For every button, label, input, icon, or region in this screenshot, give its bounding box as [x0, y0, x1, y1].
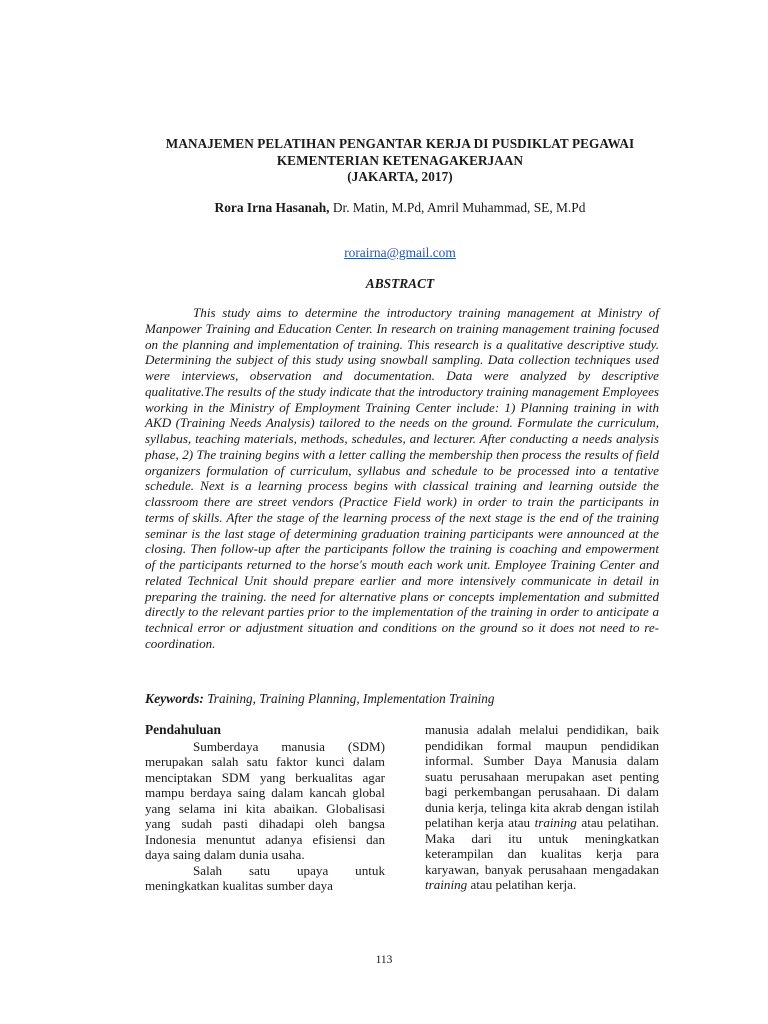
keywords [145, 691, 665, 707]
author-list [130, 200, 670, 216]
keywords-text: Training, Training Planning, Implementation Training [203, 691, 495, 706]
italic-term-training-1: training [534, 815, 577, 830]
italic-term-training-2: training [425, 877, 468, 892]
page-number: 113 [375, 954, 393, 966]
abstract-body: This study aims to determine the introductory training management at Ministry of Manpower Training and Education Center. In research on training management training focused on the planning and implementation of training. This research is a qualitative descriptive study. Determining the subject of this study using snowball sampling. Data collection techniques used were interviews, observation and documentation. Data were analyzed by descriptive qualitative.The results of the study indicate that the introductory training management Employees working in the Ministry of Employment Training Center include: 1) Planning training in with AKD (Training Needs Analysis) tailored to the needs on the ground. Formulate the curriculum, syllabus, teaching materials, methods, schedules, and lecturer. After conducting a needs analysis phase, 2) The training begins with a letter calling the membership then process the results of field organizers formulation of curriculum, syllabus and schedule to be processed into a tentative schedule. Next is a learning process begins with classical training and learning outside the classroom there are street vendors (Practice Field work) in order to train the participants in terms of skills. After the stage of the learning process of the next stage is the end of the training seminar is the last stage of determining graduation training participants were announced at the closing. Then follow-up after the participants follow the training is coaching and empowerment of the participants returned to the horse's mouth each work unit. Employee Training Center and related Technical Unit should prepare earlier and more intensively communicate in detail in preparing the training. the need for alternative plans or concepts implementation and submitted directly to the relevant parties prior to the implementation of the training in order to anticipate a technical error or adjustment situation and conditions on the ground so it does not need to re-coordination. [145, 305, 659, 651]
intro-text-segment-c: atau pelatihan kerja. [467, 877, 577, 892]
paper-title [130, 136, 670, 186]
co-authors: Dr. Matin, M.Pd, Amril Muhammad, SE, M.Pd [329, 200, 586, 215]
title-line-3: (JAKARTA, 2017) [347, 169, 453, 184]
section-heading: Pendahuluan [145, 722, 221, 737]
primary-author: Rora Irna Hasanah, [214, 200, 330, 215]
intro-text-segment-b: atau pelatihan. Maka dari itu untuk meningkatkan keterampilan dan kualitas kerja para karyawan, banyak perusahaan mengadakan [425, 815, 659, 877]
keywords-label: Keywords: [145, 691, 204, 706]
intro-text-segment-a: manusia adalah melalui pendidikan, baik pendidikan formal maupun pendidikan informal. Sumber Daya Manusia dalam suatu perusahaan merupakan aset penting bagi perkembangan perusahaan. Di dalam dunia kerja, telinga kita akrab dengan istilah pelatihan kerja atau [425, 722, 659, 830]
intro-column-left [145, 722, 385, 894]
email-link[interactable]: rorairna@gmail.com [344, 245, 456, 260]
title-line-2: KEMENTERIAN KETENAGAKERJAAN [276, 152, 524, 168]
author-email [130, 245, 670, 261]
intro-column-right [425, 722, 659, 893]
title-line-1: MANAJEMEN PELATIHAN PENGANTAR KERJA DI PUSDIKLAT PEGAWAI [165, 136, 635, 151]
intro-paragraph-2-continued [425, 722, 659, 893]
intro-paragraph-2: Salah satu upaya untuk meningkatkan kualitas sumber daya [145, 862, 385, 893]
intro-paragraph-1: Sumberdaya manusia (SDM) merupakan salah satu faktor kunci dalam menciptakan SDM yang berkualitas agar mampu berdaya saing dalam kancah global yang selama ini kita abaikan. Globalisasi yang sudah pasti dihadapi oleh bangsa Indonesia menuntut adanya efisiensi dan daya saing dalam dunia usaha. [145, 738, 385, 862]
abstract-heading: ABSTRACT [365, 276, 435, 291]
